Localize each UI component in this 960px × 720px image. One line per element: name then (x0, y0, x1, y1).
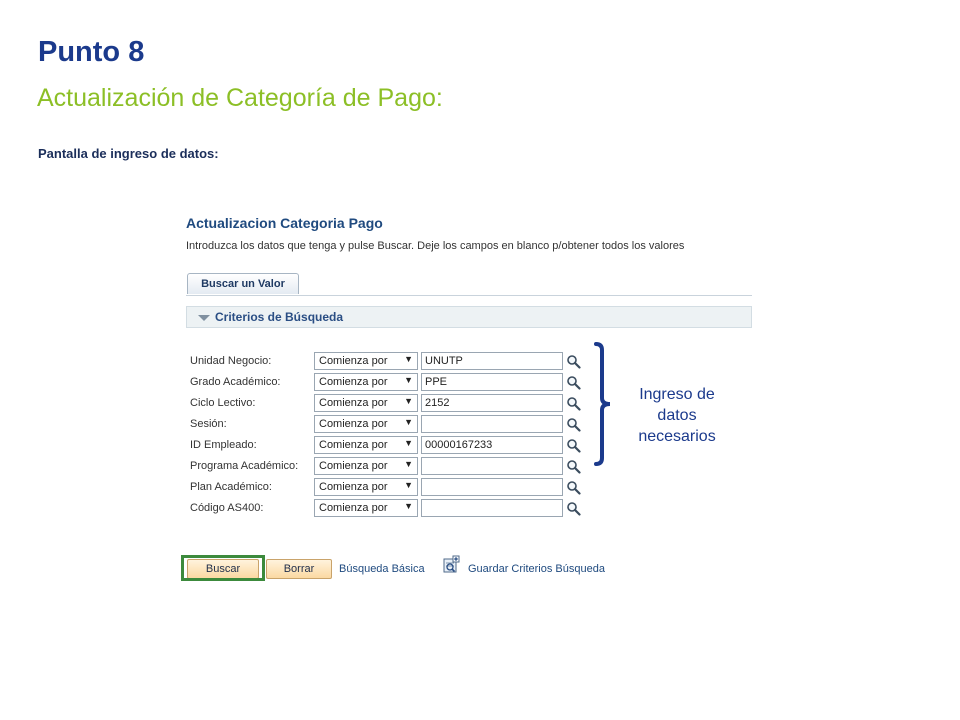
field-row-programa-academico (186, 457, 606, 477)
operator-value: Comienza por (319, 481, 388, 493)
borrar-button[interactable]: Borrar (266, 559, 332, 579)
lookup-magnifier-icon[interactable] (566, 354, 581, 369)
field-row-ciclo-lectivo (186, 394, 606, 414)
field-row-codigo-as400 (186, 499, 606, 519)
dropdown-arrow-icon: ▼ (404, 459, 413, 469)
buscar-highlight-box (181, 555, 265, 581)
operator-value: Comienza por (319, 397, 388, 409)
operator-select[interactable] (314, 373, 418, 391)
tab-buscar-un-valor[interactable]: Buscar un Valor (187, 273, 299, 294)
operator-select[interactable] (314, 394, 418, 412)
operator-select[interactable] (314, 457, 418, 475)
operator-select[interactable] (314, 415, 418, 433)
field-label: Programa Académico: (190, 460, 299, 472)
lookup-magnifier-icon[interactable] (566, 480, 581, 495)
action-bar (186, 558, 752, 582)
operator-value: Comienza por (319, 355, 388, 367)
dropdown-arrow-icon: ▼ (404, 417, 413, 427)
operator-value: Comienza por (319, 460, 388, 472)
operator-value: Comienza por (319, 376, 388, 388)
unidad-negocio-input[interactable]: UNUTP (421, 352, 563, 370)
page-title: Actualizacion Categoria Pago (186, 215, 383, 231)
lookup-magnifier-icon[interactable] (566, 396, 581, 411)
field-label: Unidad Negocio: (190, 355, 272, 367)
dropdown-arrow-icon: ▼ (404, 480, 413, 490)
annotation-text (618, 384, 736, 447)
ciclo-lectivo-input[interactable]: 2152 (421, 394, 563, 412)
dropdown-arrow-icon: ▼ (404, 438, 413, 448)
operator-value: Comienza por (319, 439, 388, 451)
operator-select[interactable] (314, 352, 418, 370)
annotation-line: necesarios (638, 428, 716, 445)
field-label: Grado Académico: (190, 376, 281, 388)
programa-academico-input[interactable] (421, 457, 563, 475)
dropdown-arrow-icon: ▼ (404, 396, 413, 406)
lookup-magnifier-icon[interactable] (566, 438, 581, 453)
lookup-magnifier-icon[interactable] (566, 375, 581, 390)
guardar-criterios-link[interactable]: Guardar Criterios Búsqueda (468, 563, 605, 575)
busqueda-basica-link[interactable]: Búsqueda Básica (339, 563, 425, 575)
codigo-as400-input[interactable] (421, 499, 563, 517)
collapse-arrow-icon[interactable] (198, 315, 210, 321)
field-label: ID Empleado: (190, 439, 257, 451)
criteria-section-header[interactable] (186, 306, 752, 328)
operator-value: Comienza por (319, 418, 388, 430)
annotation-line: datos (657, 407, 697, 424)
field-label: Sesión: (190, 418, 227, 430)
dropdown-arrow-icon: ▼ (404, 501, 413, 511)
field-row-sesion (186, 415, 606, 435)
grado-academico-input[interactable]: PPE (421, 373, 563, 391)
section-label: Pantalla de ingreso de datos: (38, 146, 219, 161)
operator-value: Comienza por (319, 502, 388, 514)
slide-subtitle: Actualización de Categoría de Pago: (37, 84, 443, 112)
instructions-text: Introduzca los datos que tenga y pulse Buscar. Deje los campos en blanco p/obtener todos los valores (186, 240, 685, 252)
operator-select[interactable] (314, 478, 418, 496)
operator-select[interactable] (314, 499, 418, 517)
field-row-unidad-negocio (186, 352, 606, 372)
id-empleado-input[interactable]: 00000167233 (421, 436, 563, 454)
field-row-plan-academico (186, 478, 606, 498)
annotation-bracket (592, 342, 616, 466)
lookup-magnifier-icon[interactable] (566, 417, 581, 432)
field-label: Ciclo Lectivo: (190, 397, 256, 409)
save-search-icon[interactable] (443, 555, 460, 573)
field-label: Plan Académico: (190, 481, 272, 493)
lookup-magnifier-icon[interactable] (566, 459, 581, 474)
field-row-grado-academico (186, 373, 606, 393)
field-row-id-empleado (186, 436, 606, 456)
slide-title: Punto 8 (38, 36, 145, 68)
dropdown-arrow-icon: ▼ (404, 354, 413, 364)
plan-academico-input[interactable] (421, 478, 563, 496)
dropdown-arrow-icon: ▼ (404, 375, 413, 385)
criteria-header-label: Criterios de Búsqueda (215, 310, 344, 324)
sesion-input[interactable] (421, 415, 563, 433)
lookup-magnifier-icon[interactable] (566, 501, 581, 516)
annotation-line: Ingreso de (639, 386, 715, 403)
operator-select[interactable] (314, 436, 418, 454)
field-label: Código AS400: (190, 502, 264, 514)
buscar-button[interactable]: Buscar (187, 559, 259, 579)
